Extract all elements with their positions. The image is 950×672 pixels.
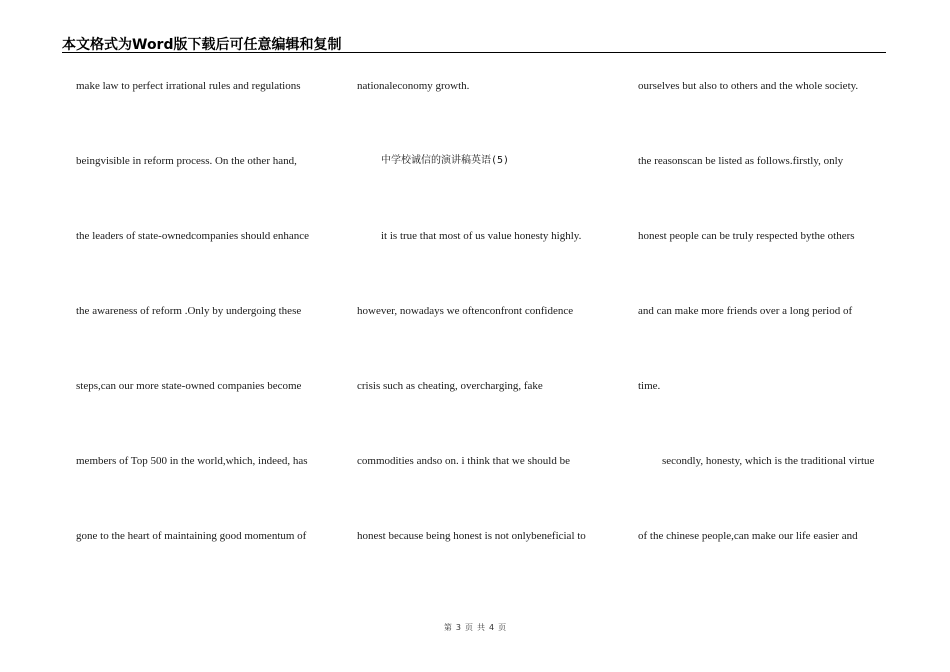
footer-page-word: 页 — [465, 623, 473, 632]
page-footer — [0, 622, 950, 633]
text-line: make law to perfect irrational rules and regulations — [76, 80, 301, 92]
text-line: time. — [638, 380, 661, 392]
text-line: of the chinese people,can make our life easier and — [638, 530, 858, 542]
text-line: crisis such as cheating, overcharging, fake — [357, 380, 543, 392]
current-page-number: 3 — [455, 623, 461, 632]
text-line: it is true that most of us value honesty highly. — [381, 230, 582, 242]
text-line: the reasonscan be listed as follows.firstly, only — [638, 155, 844, 167]
footer-total-word: 共 — [477, 623, 485, 632]
text-line: honest people can be truly respected bythe others — [638, 230, 855, 242]
text-line: commodities andso on. i think that we should be — [357, 455, 570, 467]
text-line: secondly, honesty, which is the traditional virtue — [662, 455, 875, 467]
text-line: steps,can our more state-owned companies become — [76, 380, 302, 392]
text-line: the awareness of reform .Only by undergoing these — [76, 305, 302, 317]
text-line: beingvisible in reform process. On the other hand, — [76, 155, 297, 167]
section-heading: 中学校诚信的演讲稿英语(5) — [381, 155, 510, 166]
document-header-title: 本文格式为Word版下载后可任意编辑和复制 — [62, 37, 342, 53]
text-line: ourselves but also to others and the whole society. — [638, 80, 859, 92]
text-line: however, nowadays we oftenconfront confidence — [357, 305, 574, 317]
text-line: honest because being honest is not onlybeneficial to — [357, 530, 586, 542]
total-pages-number: 4 — [489, 623, 495, 632]
text-line: members of Top 500 in the world,which, indeed, has — [76, 455, 308, 467]
text-line: nationaleconomy growth. — [357, 80, 470, 92]
footer-suffix: 页 — [498, 623, 507, 632]
header-divider — [62, 52, 886, 53]
text-line: gone to the heart of maintaining good momentum of — [76, 530, 307, 542]
text-line: and can make more friends over a long period of — [638, 305, 853, 317]
text-line: the leaders of state-ownedcompanies should enhance — [76, 230, 310, 242]
footer-prefix: 第 — [443, 623, 452, 632]
